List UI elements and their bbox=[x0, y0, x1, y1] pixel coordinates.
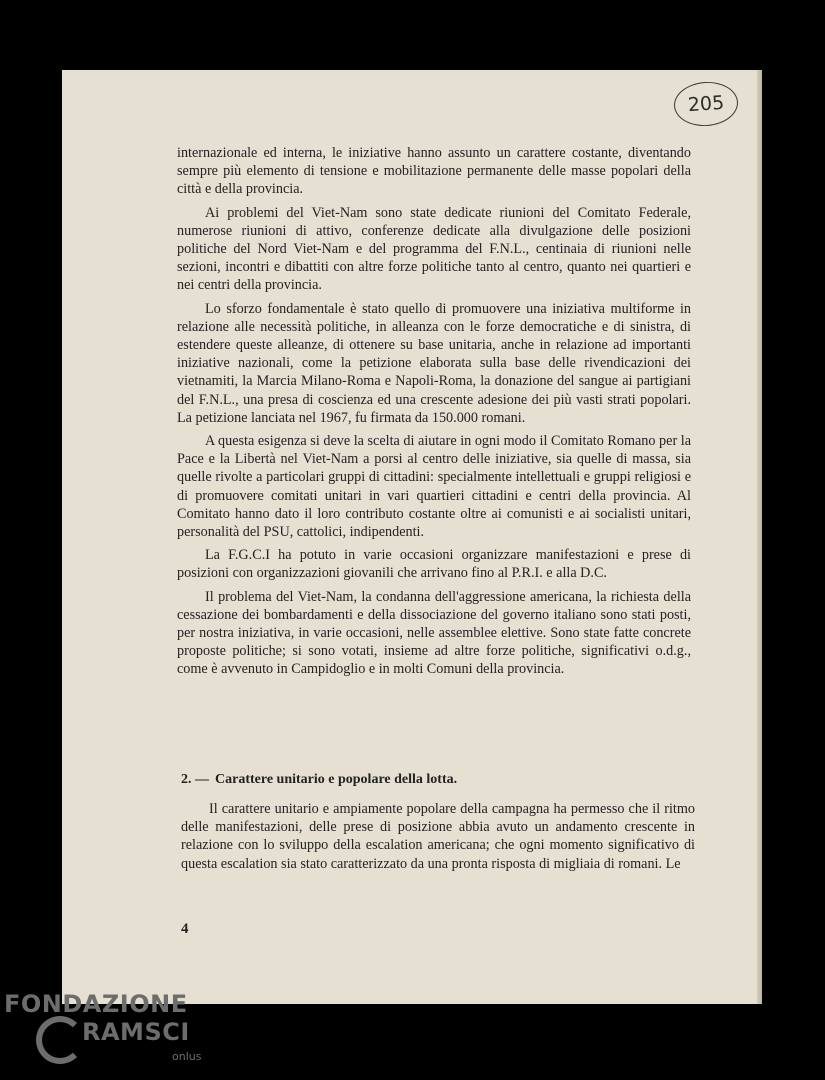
watermark-line-3: onlus bbox=[172, 1050, 202, 1063]
paragraph-1: internazionale ed interna, le iniziative hanno assunto un carattere costante, diventando sempre più elemento di tensione e mobilitazione permanente delle masse popolari della città e della provincia. bbox=[177, 145, 691, 198]
section-number: 2. — bbox=[181, 772, 209, 787]
watermark-line-1: FONDAZIONE bbox=[4, 990, 188, 1018]
section-title: Carattere unitario e popolare della lotta. bbox=[215, 772, 458, 787]
section-paragraph: Il carattere unitario e ampiamente popolare della campagna ha permesso che il ritmo delle manifestazioni, delle prese di posizione abbia avuto un andamento crescente in relazione con lo sviluppo della escalation americana; che ogni momento significativo di questa escalation sia stato caratterizzato da una pronta risposta di migliaia di romani. Le bbox=[181, 801, 695, 872]
folio-number: 205 bbox=[687, 91, 725, 117]
paragraph-6: Il problema del Viet-Nam, la condanna dell'aggressione americana, la richiesta della cessazione dei bombardamenti e della dissociazione del governo italiano sono stati posti, per nostra iniziativa, in varie occasioni, nelle assemblee elettive. Sono state fatte concrete proposte politiche; si sono votati, insieme ad altre forze politiche, significativi o.d.g., come è avvenuto in Campidoglio e in molti Comuni della provincia. bbox=[177, 588, 691, 678]
watermark-line-2: RAMSCI bbox=[82, 1018, 190, 1046]
body-text bbox=[177, 144, 691, 684]
paragraph-4: A questa esigenza si deve la scelta di aiutare in ogni modo il Comitato Romano per la Pace e la Libertà nel Viet-Nam a porsi al centro delle iniziative, sia quelle di massa, sia quelle rivolte a particolari gruppi di cittadini: specialmente intellettuali e gruppi religiosi e di promuovere comitati unitari in vari quartieri cittadini e centri della provincia. Al Comitato hanno dato il loro contributo costante oltre ai comunisti e ai socialisti unitari, personalità del PSU, cattolici, indipendenti. bbox=[177, 433, 691, 541]
paragraph-5: La F.G.C.I ha potuto in varie occasioni organizzare manifestazioni e prese di posizioni con organizzazioni giovanili che arrivano fino al P.R.I. e alla D.C. bbox=[177, 547, 691, 582]
watermark-g-icon bbox=[36, 1016, 84, 1064]
page-number: 4 bbox=[181, 921, 189, 937]
paragraph-3: Lo sforzo fondamentale è stato quello di promuovere una iniziativa multiforme in relazione alle necessità politiche, in alleanza con le forze democratiche e di sinistra, di estendere queste alleanze, di ottenere su base unitaria, anche in relazione ad importanti iniziative nazionali, come la petizione elaborata sulla base delle rivendicazioni dei vietnamiti, la Marcia Milano-Roma e Napoli-Roma, la donazione del sangue ai partigiani del F.N.L., una presa di coscienza ed una crescente adesione dei più vasti strati popolari. La petizione lanciata nel 1967, fu firmata da 150.000 romani. bbox=[177, 300, 691, 426]
section-heading bbox=[181, 772, 691, 788]
paragraph-2: Ai problemi del Viet-Nam sono state dedicate riunioni del Comitato Federale, numerose riunioni di attivo, conferenze dedicate alla divulgazione delle posizioni politiche del Nord Viet-Nam e del programma del F.N.L., centinaia di riunioni nelle sezioni, incontri e dibattiti con altre forze politiche tanto al centro, quanto nei quartieri e nei centri della provincia. bbox=[177, 204, 691, 294]
fondazione-gramsci-watermark bbox=[4, 990, 204, 1072]
